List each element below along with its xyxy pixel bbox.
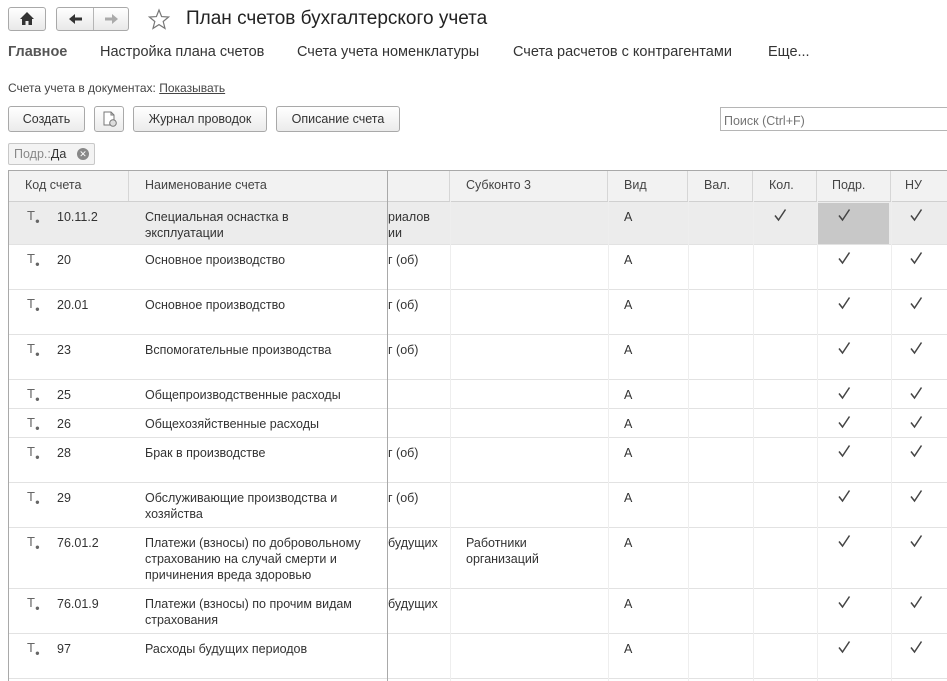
column-separator — [891, 201, 892, 681]
account-type-icon: $T_●$ — [27, 386, 40, 404]
page-title: План счетов бухгалтерского учета — [186, 8, 488, 29]
subkonto-2-line-1: г (об) — [388, 446, 419, 460]
account-name — [145, 445, 380, 461]
subkonto-2-cell — [388, 209, 450, 241]
account-kind: А — [624, 343, 633, 357]
account-name — [145, 416, 380, 432]
subkonto-2-cell — [388, 490, 450, 506]
account-name — [145, 490, 380, 522]
subkonto-2-line-1: г (об) — [388, 491, 419, 505]
subkonto-2-line-2: ии — [388, 226, 402, 240]
account-code: 23 — [57, 343, 71, 357]
account-description-button[interactable]: Описание счета — [276, 106, 400, 132]
subkonto-3-cell — [466, 535, 539, 567]
account-name-line-3: причинения вреда здоровью — [145, 568, 312, 582]
table-row[interactable] — [9, 202, 947, 245]
journal-button[interactable]: Журнал проводок — [133, 106, 267, 132]
checkmark-icon — [837, 444, 851, 461]
checkmark-icon — [909, 444, 923, 461]
checkmark-icon — [909, 251, 923, 268]
column-separator — [450, 201, 451, 681]
account-name-line-2: страхования — [145, 613, 219, 627]
subkonto-2-cell — [388, 535, 450, 551]
account-name-line-1: Основное производство — [145, 253, 286, 267]
account-name-line-1: Общепроизводственные расходы — [145, 388, 341, 402]
checkmark-icon — [837, 489, 851, 506]
account-type-icon: $T_●$ — [27, 534, 40, 552]
forward-button[interactable] — [93, 8, 129, 30]
copy-add-button[interactable] — [94, 106, 124, 132]
account-name-line-1: Платежи (взносы) по прочим видам — [145, 597, 352, 611]
account-type-icon: $T_●$ — [27, 415, 40, 433]
account-name-line-1: Специальная оснастка в — [145, 210, 289, 224]
account-kind: А — [624, 642, 633, 656]
account-kind: А — [624, 597, 633, 611]
col-name[interactable]: Наименование счета — [145, 178, 267, 192]
star-icon[interactable] — [147, 8, 171, 31]
subkonto-2-line-1: г (об) — [388, 253, 419, 267]
create-button[interactable]: Создать — [8, 106, 85, 132]
account-type-icon: $T_●$ — [27, 208, 40, 226]
nav-history — [56, 7, 129, 31]
checkmark-icon — [837, 251, 851, 268]
account-name — [145, 535, 380, 583]
table-row[interactable] — [9, 245, 947, 290]
checkmark-icon — [909, 296, 923, 313]
home-button[interactable] — [8, 7, 46, 31]
checkmark-icon — [773, 208, 787, 225]
table-row[interactable] — [9, 290, 947, 335]
fixed-columns-divider — [387, 171, 388, 681]
account-code: 20.01 — [57, 298, 89, 312]
arrow-left-icon — [57, 8, 93, 30]
back-button[interactable] — [57, 8, 94, 30]
filter-chip[interactable] — [8, 143, 95, 165]
home-icon — [9, 8, 45, 30]
checkmark-icon — [909, 386, 923, 403]
tab-nomenclature-accounts[interactable]: Счета учета номенклатуры — [297, 44, 480, 60]
account-code: 76.01.2 — [57, 536, 99, 550]
copy-add-icon — [95, 107, 123, 131]
filter-label: Подр.: — [14, 147, 51, 161]
account-type-icon: $T_●$ — [27, 444, 40, 462]
checkmark-icon — [837, 296, 851, 313]
checkmark-icon — [837, 208, 851, 225]
checkmark-icon — [909, 640, 923, 657]
table-row[interactable] — [9, 335, 947, 380]
subkonto-3-line-1: Работники — [466, 536, 527, 550]
account-name-line-1: Вспомогательные производства — [145, 343, 332, 357]
account-kind: А — [624, 417, 633, 431]
search-input[interactable] — [720, 107, 947, 131]
checkmark-icon — [837, 595, 851, 612]
account-name — [145, 387, 380, 403]
col-quantity[interactable]: Кол. — [753, 171, 817, 201]
account-code: 97 — [57, 642, 71, 656]
doc-accounts-label: Счета учета в документах: — [8, 81, 156, 95]
accounts-table — [8, 170, 947, 681]
subkonto-2-line-1: будущих — [388, 597, 438, 611]
account-name — [145, 596, 380, 628]
account-type-icon: $T_●$ — [27, 595, 40, 613]
subkonto-2-cell — [388, 445, 450, 461]
table-row[interactable] — [9, 483, 947, 528]
tab-chart-settings[interactable]: Настройка плана счетов — [100, 44, 265, 60]
account-name-line-1: Обслуживающие производства и — [145, 491, 338, 505]
column-separator — [688, 201, 689, 681]
account-kind: А — [624, 253, 633, 267]
account-name-line-1: Общехозяйственные расходы — [145, 417, 319, 431]
table-row[interactable] — [9, 634, 947, 679]
account-name-line-2: хозяйства — [145, 507, 203, 521]
account-name — [145, 297, 380, 313]
subkonto-2-line-1: будущих — [388, 536, 438, 550]
account-name-line-2: эксплуатации — [145, 226, 224, 240]
col-subkonto-2[interactable] — [388, 171, 450, 201]
account-code: 10.11.2 — [57, 210, 98, 224]
checkmark-icon — [909, 489, 923, 506]
table-header — [9, 171, 947, 202]
subkonto-2-cell — [388, 596, 450, 612]
tab-more[interactable]: Еще... — [768, 44, 810, 60]
col-subdivision[interactable]: Подр. — [817, 171, 891, 201]
account-kind: А — [624, 536, 633, 550]
table-row[interactable] — [9, 589, 947, 634]
subkonto-2-line-1: г (об) — [388, 343, 419, 357]
col-type[interactable]: Вид — [608, 171, 688, 201]
arrow-right-icon — [93, 8, 129, 30]
account-kind: А — [624, 446, 633, 460]
column-separator — [817, 201, 818, 681]
col-code[interactable]: Код счета — [9, 171, 129, 201]
checkmark-icon — [909, 208, 923, 225]
subkonto-2-cell — [388, 252, 450, 268]
account-code: 26 — [57, 417, 71, 431]
checkmark-icon — [837, 341, 851, 358]
account-name — [145, 641, 380, 657]
table-row[interactable] — [9, 380, 947, 409]
checkmark-icon — [909, 595, 923, 612]
account-name-line-2: страхованию на случай смерти и — [145, 552, 337, 566]
column-separator — [608, 201, 609, 681]
doc-accounts-line — [8, 81, 225, 95]
account-code: 25 — [57, 388, 71, 402]
subkonto-2-cell — [388, 297, 450, 313]
account-code: 28 — [57, 446, 71, 460]
table-row[interactable] — [9, 409, 947, 438]
selected-cell — [817, 203, 889, 244]
checkmark-icon — [837, 640, 851, 657]
checkmark-icon — [909, 415, 923, 432]
account-name — [145, 342, 380, 358]
subkonto-2-line-1: риалов — [388, 210, 430, 224]
checkmark-icon — [837, 415, 851, 432]
account-code: 76.01.9 — [57, 597, 99, 611]
account-kind: А — [624, 388, 633, 402]
checkmark-icon — [909, 341, 923, 358]
tab-main[interactable]: Главное — [8, 44, 68, 60]
account-type-icon: $T_●$ — [27, 341, 40, 359]
subkonto-2-cell — [388, 342, 450, 358]
close-circle-icon[interactable]: ✕ — [77, 148, 89, 160]
doc-accounts-show-link[interactable]: Показывать — [159, 81, 226, 95]
checkmark-icon — [837, 386, 851, 403]
account-type-icon: $T_●$ — [27, 640, 40, 658]
account-kind: А — [624, 210, 633, 224]
tab-counterparty-accounts[interactable]: Счета расчетов с контрагентами — [513, 44, 732, 60]
column-separator — [753, 201, 754, 681]
account-name — [145, 209, 380, 241]
filter-value: Да — [50, 147, 67, 161]
table-row[interactable] — [9, 528, 947, 589]
account-name-line-1: Расходы будущих периодов — [145, 642, 308, 656]
table-row[interactable] — [9, 438, 947, 483]
checkmark-icon — [837, 534, 851, 551]
subkonto-2-line-1: г (об) — [388, 298, 419, 312]
account-kind: А — [624, 298, 633, 312]
account-kind: А — [624, 491, 633, 505]
account-name — [145, 252, 380, 268]
subkonto-3-line-2: организаций — [466, 552, 539, 566]
account-type-icon: $T_●$ — [27, 296, 40, 314]
checkmark-icon — [909, 534, 923, 551]
col-tax[interactable]: НУ — [891, 171, 947, 201]
col-subkonto-3[interactable]: Субконто 3 — [450, 171, 608, 201]
account-code: 20 — [57, 253, 71, 267]
col-currency[interactable]: Вал. — [688, 171, 753, 201]
account-type-icon: $T_●$ — [27, 251, 40, 269]
account-name-line-1: Основное производство — [145, 298, 286, 312]
account-name-line-1: Платежи (взносы) по добровольному — [145, 536, 361, 550]
account-code: 29 — [57, 491, 71, 505]
account-type-icon: $T_●$ — [27, 489, 40, 507]
account-name-line-1: Брак в производстве — [145, 446, 266, 460]
